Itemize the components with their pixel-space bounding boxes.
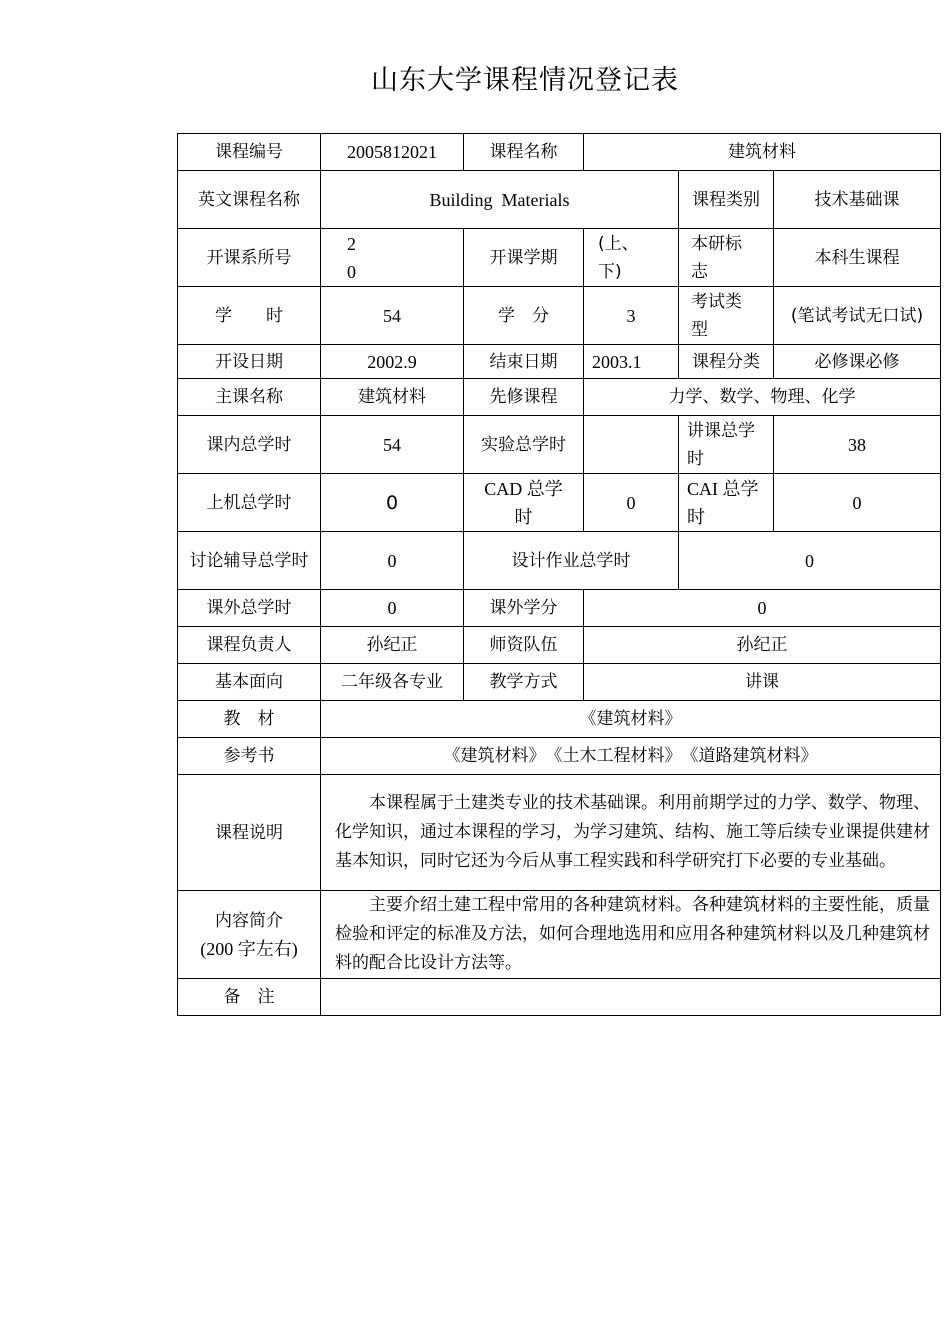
value-course-code: 2005812021: [321, 134, 464, 171]
table-row: [178, 287, 941, 345]
value-end-date: 2003.1: [584, 345, 679, 379]
table-row: [178, 738, 941, 775]
page-title: 山东大学课程情况登记表: [371, 65, 679, 96]
label-textbook: 教 材: [178, 701, 321, 738]
value-discussion-hours: 0: [321, 532, 464, 590]
value-start-date: 2002.9: [321, 345, 464, 379]
label-design-hours: 设计作业总学时: [464, 532, 679, 590]
value-extra-credits: 0: [584, 590, 941, 627]
value-hours: 54: [321, 287, 464, 345]
table-row: [178, 416, 941, 474]
table-row: [178, 701, 941, 738]
label-summary-main: 内容简介: [215, 910, 283, 931]
value-prerequisite: 力学、数学、物理、化学: [584, 379, 941, 416]
value-main-course: 建筑材料: [321, 379, 464, 416]
value-references: 《建筑材料》 《土木工程材料》 《道路建筑材料》: [321, 738, 941, 775]
label-main-course: 主课名称: [178, 379, 321, 416]
value-audience: 二年级各专业: [321, 664, 464, 701]
value-dept-no: 2 0: [321, 229, 464, 287]
table-row: [178, 590, 941, 627]
value-description: 本课程属于土建类专业的技术基础课。利用前期学过的力学、数学、物理、化学知识，通过本课程的学习，为学习建筑、结构、施工等后续专业课提供建材基本知识，同时它还为今后从事工程实践和科学研究打下必要的专业基础。: [321, 775, 941, 891]
table-row: [178, 532, 941, 590]
label-prerequisite: 先修课程: [464, 379, 584, 416]
value-remarks: [321, 979, 941, 1016]
label-references: 参考书: [178, 738, 321, 775]
value-teaching-method: 讲课: [584, 664, 941, 701]
label-teaching-method: 教学方式: [464, 664, 584, 701]
label-description: 课程说明: [178, 775, 321, 891]
table-row: [178, 229, 941, 287]
value-level: 本科生课程: [774, 229, 941, 287]
table-row: [178, 979, 941, 1016]
value-semester: (上、下): [584, 229, 679, 287]
label-audience: 基本面向: [178, 664, 321, 701]
label-hours: 学 时: [178, 287, 321, 345]
label-level: 本研标志: [679, 229, 774, 287]
value-lab-hours: [584, 416, 679, 474]
table-row: [178, 664, 941, 701]
label-faculty: 师资队伍: [464, 627, 584, 664]
value-design-hours: 0: [679, 532, 941, 590]
value-extra-hours: 0: [321, 590, 464, 627]
value-textbook: 《建筑材料》: [321, 701, 941, 738]
label-remarks: 备 注: [178, 979, 321, 1016]
label-classification: 课程分类: [679, 345, 774, 379]
label-in-class-hours: 课内总学时: [178, 416, 321, 474]
label-course-code: 课程编号: [178, 134, 321, 171]
label-exam-type: 考试类型: [679, 287, 774, 345]
table-row: [178, 474, 941, 532]
label-extra-hours: 课外总学时: [178, 590, 321, 627]
label-course-category: 课程类别: [679, 171, 774, 229]
label-end-date: 结束日期: [464, 345, 584, 379]
label-summary-sub: (200 字左右): [200, 938, 298, 959]
label-lecture-hours: 讲课总学时: [679, 416, 774, 474]
label-cad-hours: CAD 总学时: [464, 474, 584, 532]
value-in-class-hours: 54: [321, 416, 464, 474]
table-row: [178, 171, 941, 229]
table-row: [178, 775, 941, 891]
label-lab-hours: 实验总学时: [464, 416, 584, 474]
label-summary: [178, 891, 321, 979]
value-cai-hours: 0: [774, 474, 941, 532]
label-english-name: 英文课程名称: [178, 171, 321, 229]
value-computer-hours: 0: [321, 474, 464, 532]
label-course-name: 课程名称: [464, 134, 584, 171]
table-row: [178, 891, 941, 979]
label-semester: 开课学期: [464, 229, 584, 287]
value-credits: 3: [584, 287, 679, 345]
value-cad-hours: 0: [584, 474, 679, 532]
label-cai-hours: CAI 总学时: [679, 474, 774, 532]
value-exam-type: (笔试考试无口试): [774, 287, 941, 345]
label-discussion-hours: 讨论辅导总学时: [178, 532, 321, 590]
value-course-category: 技术基础课: [774, 171, 941, 229]
table-row: [178, 627, 941, 664]
label-leader: 课程负责人: [178, 627, 321, 664]
value-leader: 孙纪正: [321, 627, 464, 664]
value-course-name: 建筑材料: [584, 134, 941, 171]
value-summary: 主要介绍土建工程中常用的各种建筑材料。各种建筑材料的主要性能，质量检验和评定的标准及方法，如何合理地选用和应用各种建筑材料以及几种建筑材料的配合比设计方法等。: [321, 891, 941, 979]
table-row: [178, 134, 941, 171]
table-row: [178, 345, 941, 379]
value-english-name: Building Materials: [321, 171, 679, 229]
value-lecture-hours: 38: [774, 416, 941, 474]
table-row: [178, 379, 941, 416]
course-registration-table: [177, 133, 941, 1016]
value-classification: 必修课必修: [774, 345, 941, 379]
label-extra-credits: 课外学分: [464, 590, 584, 627]
label-start-date: 开设日期: [178, 345, 321, 379]
label-dept-no: 开课系所号: [178, 229, 321, 287]
value-faculty: 孙纪正: [584, 627, 941, 664]
label-credits: 学 分: [464, 287, 584, 345]
label-computer-hours: 上机总学时: [178, 474, 321, 532]
